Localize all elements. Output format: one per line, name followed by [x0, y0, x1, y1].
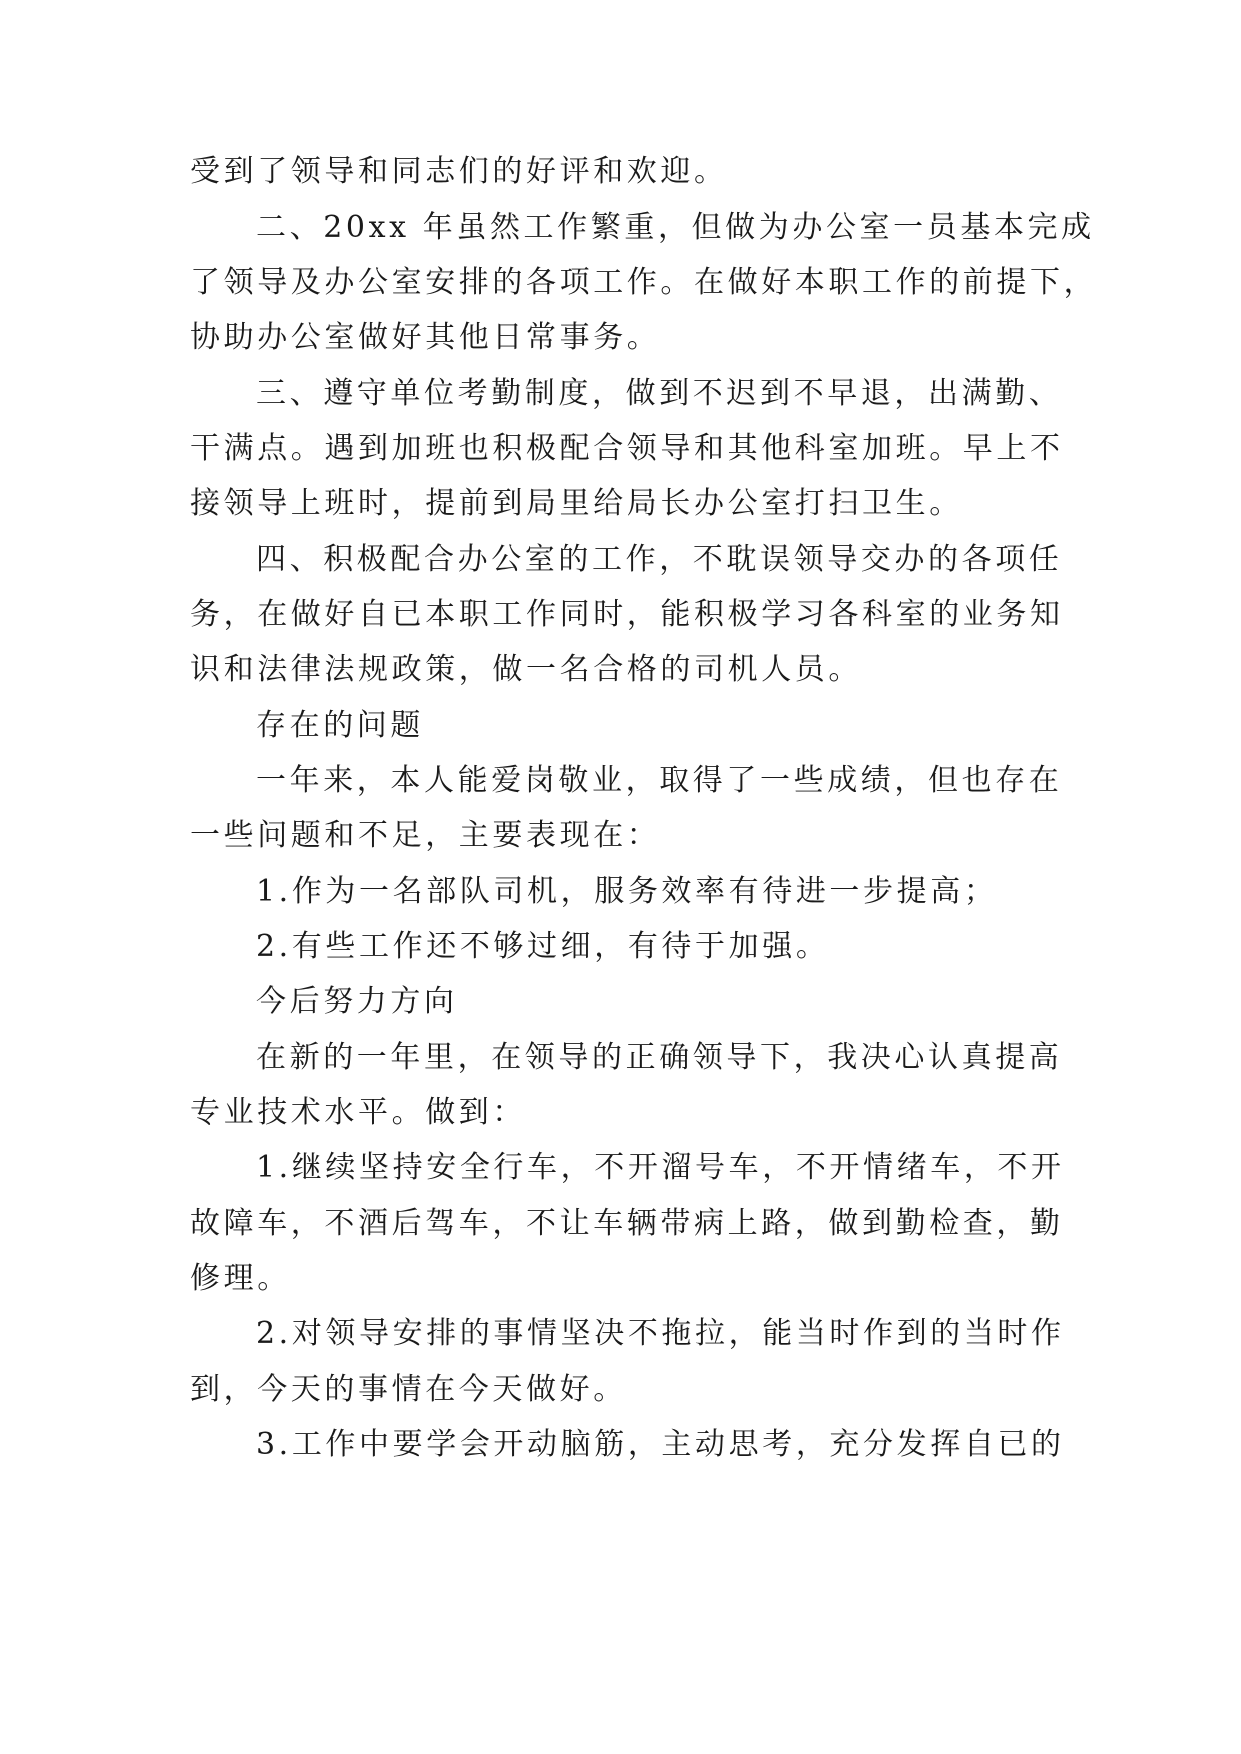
text-line: 一些问题和不足，主要表现在：	[190, 818, 661, 853]
text-line: 识和法律法规政策，做一名合格的司机人员。	[190, 652, 862, 687]
text-line: 一年来，本人能爱岗敬业，取得了一些成绩，但也存在	[256, 763, 1063, 798]
text-line: 修理。	[190, 1261, 291, 1296]
text-line: 受到了领导和同志们的好评和欢迎。	[190, 154, 728, 189]
text-line: 三、遵守单位考勤制度，做到不迟到不早退，出满勤、	[256, 376, 1063, 411]
text-line: 二、20xx 年虽然工作繁重，但做为办公室一员基本完成	[256, 210, 1095, 245]
list-item: 2.对领导安排的事情坚决不拖拉，能当时作到的当时作	[256, 1316, 1065, 1351]
text-line: 故障车，不酒后驾车，不让车辆带病上路，做到勤检查，勤	[190, 1206, 1064, 1241]
text-line: 接领导上班时，提前到局里给局长办公室打扫卫生。	[190, 486, 963, 521]
text-line: 干满点。遇到加班也积极配合领导和其他科室加班。早上不	[190, 431, 1064, 466]
text-line: 四、积极配合办公室的工作，不耽误领导交办的各项任	[256, 542, 1063, 577]
text-line: 到，今天的事情在今天做好。	[190, 1372, 627, 1407]
text-line: 协助办公室做好其他日常事务。	[190, 320, 661, 355]
text-line: 务，在做好自已本职工作同时，能积极学习各科室的业务知	[190, 597, 1064, 632]
text-line: 在新的一年里，在领导的正确领导下，我决心认真提高	[256, 1040, 1063, 1075]
section-heading: 存在的问题	[256, 708, 424, 743]
list-item: 2.有些工作还不够过细，有待于加强。	[256, 929, 830, 964]
section-heading: 今后努力方向	[256, 984, 458, 1019]
list-item: 3.工作中要学会开动脑筋，主动思考，充分发挥自已的	[256, 1427, 1065, 1462]
text-line: 专业技术水平。做到：	[190, 1095, 526, 1130]
list-item: 1.继续坚持安全行车，不开溜号车，不开情绪车，不开	[256, 1150, 1065, 1185]
text-line: 了领导及办公室安排的各项工作。在做好本职工作的前提下，	[190, 265, 1098, 300]
list-item: 1.作为一名部队司机，服务效率有待进一步提高；	[256, 874, 998, 909]
